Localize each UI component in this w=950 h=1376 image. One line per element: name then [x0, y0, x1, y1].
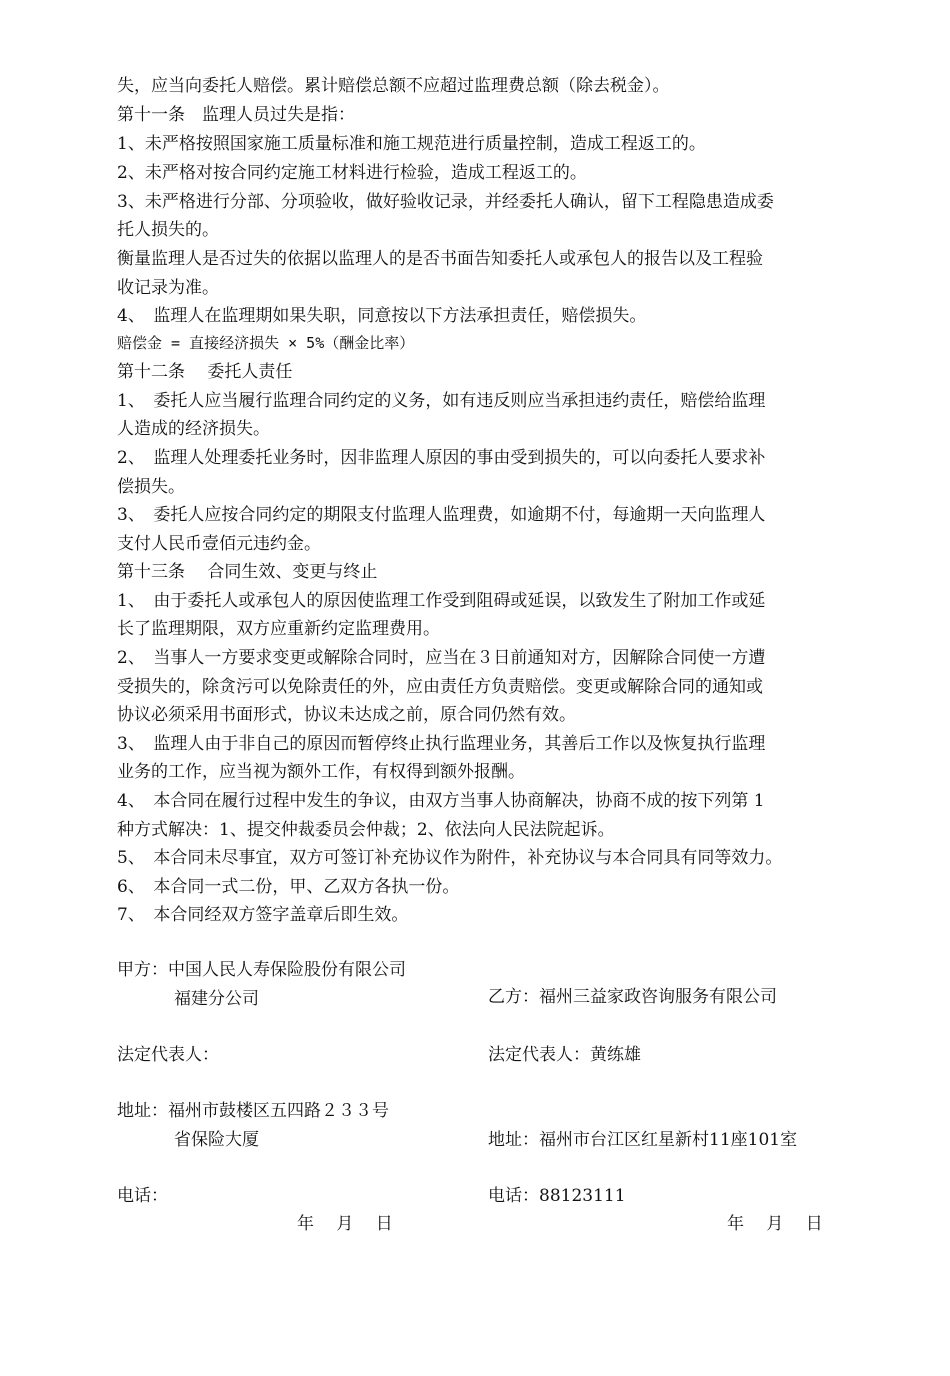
clause-11-heading: 第十一条 监理人员过失是指： — [117, 105, 355, 125]
text-line: 受损失的，除贪污可以免除责任的外，应由责任方负责赔偿。变更或解除合同的通知或 — [117, 677, 763, 697]
text-line: 偿损失。 — [117, 477, 185, 497]
text-line: 托人损失的。 — [117, 220, 219, 240]
compensation-formula: 赔偿金 = 直接经济损失 × 5%（酬金比率） — [117, 334, 415, 352]
text-line: 人造成的经济损失。 — [117, 419, 270, 439]
text-line: 7、 本合同经双方签字盖章后即生效。 — [117, 905, 409, 925]
text-line: 业务的工作，应当视为额外工作，有权得到额外报酬。 — [117, 762, 525, 782]
party-a-legal-rep: 法定代表人： — [117, 1045, 219, 1065]
clause-12-heading: 第十二条 委托人责任 — [117, 362, 293, 382]
text-line: 协议必须采用书面形式，协议未达成之前，原合同仍然有效。 — [117, 705, 576, 725]
text-line: 3、 委托人应按合同约定的期限支付监理人监理费，如逾期不付，每逾期一天向监理人 — [117, 505, 766, 525]
text-line: 4、 本合同在履行过程中发生的争议，由双方当事人协商解决，协商不成的按下列第 1 — [117, 791, 765, 811]
text-line: 失，应当向委托人赔偿。累计赔偿总额不应超过监理费总额（除去税金）。 — [117, 76, 670, 96]
text-line: 2、 当事人一方要求变更或解除合同时，应当在３日前通知对方，因解除合同使一方遭 — [117, 648, 766, 668]
text-line: 6、 本合同一式二份，甲、乙双方各执一份。 — [117, 877, 460, 897]
party-b-legal-rep: 法定代表人：黄练雄 — [488, 1045, 641, 1065]
party-b-date: 年 月 日 — [727, 1214, 823, 1234]
text-line: 1、 由于委托人或承包人的原因使监理工作受到阻碍或延误，以致发生了附加工作或延 — [117, 591, 766, 611]
clause-13-heading: 第十三条 合同生效、变更与终止 — [117, 562, 378, 582]
text-line: 衡量监理人是否过失的依据以监理人的是否书面告知委托人或承包人的报告以及工程验 — [117, 249, 763, 269]
text-line: 4、 监理人在监理期如果失职，同意按以下方法承担责任，赔偿损失。 — [117, 306, 647, 326]
party-a-address: 地址：福州市鼓楼区五四路２３３号 — [117, 1101, 389, 1121]
party-a-date: 年 月 日 — [297, 1214, 393, 1234]
party-b-phone: 电话：88123111 — [488, 1186, 626, 1206]
text-line: 收记录为准。 — [117, 278, 219, 298]
party-b-name: 乙方：福州三益家政咨询服务有限公司 — [488, 987, 777, 1007]
text-line: 1、 委托人应当履行监理合同约定的义务，如有违反则应当承担违约责任，赔偿给监理 — [117, 391, 766, 411]
text-line: 2、 监理人处理委托业务时，因非监理人原因的事由受到损失的，可以向委托人要求补 — [117, 448, 766, 468]
party-a-name: 甲方：中国人民人寿保险股份有限公司 — [117, 960, 406, 980]
text-line: 长了监理期限，双方应重新约定监理费用。 — [117, 619, 440, 639]
party-b-address: 地址：福州市台江区红星新村11座101室 — [488, 1130, 798, 1150]
text-line: 2、未严格对按合同约定施工材料进行检验，造成工程返工的。 — [117, 163, 587, 183]
text-line: 3、未严格进行分部、分项验收，做好验收记录，并经委托人确认，留下工程隐患造成委 — [117, 192, 774, 212]
party-a-phone: 电话： — [117, 1186, 168, 1206]
party-a-address-building: 省保险大厦 — [174, 1130, 259, 1150]
text-line: 种方式解决：1、提交仲裁委员会仲裁；2、依法向人民法院起诉。 — [117, 820, 615, 840]
party-a-branch: 福建分公司 — [174, 989, 259, 1009]
text-line: 1、未严格按照国家施工质量标准和施工规范进行质量控制，造成工程返工的。 — [117, 134, 706, 154]
text-line: 3、 监理人由于非自己的原因而暂停终止执行监理业务，其善后工作以及恢复执行监理 — [117, 734, 766, 754]
text-line: 支付人民币壹佰元违约金。 — [117, 534, 321, 554]
text-line: 5、 本合同未尽事宜，双方可签订补充协议作为附件，补充协议与本合同具有同等效力。 — [117, 848, 783, 868]
